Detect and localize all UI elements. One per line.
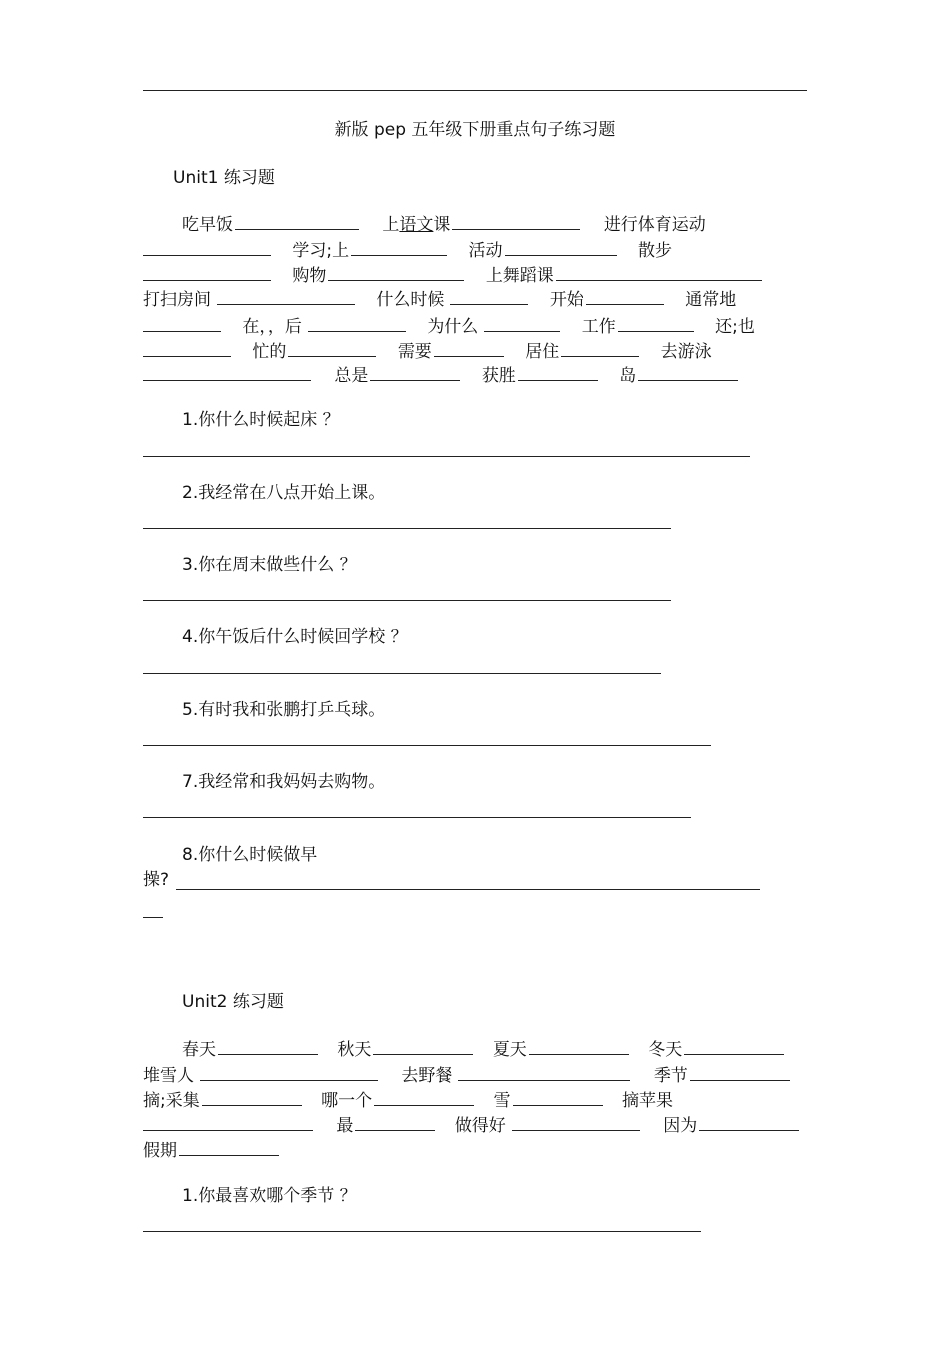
answer-blank[interactable] [374, 1089, 474, 1106]
answer-blank[interactable] [288, 340, 376, 357]
vocab-word: 什么时候 [376, 290, 445, 310]
answer-blank[interactable] [434, 340, 504, 357]
vocab-word: 课 [433, 215, 451, 235]
vocab-word: 上舞蹈课 [485, 266, 554, 286]
vocab-word: 获胜 [481, 366, 516, 386]
answer-blank[interactable] [370, 364, 460, 381]
answer-blank[interactable] [561, 340, 639, 357]
answer-blank[interactable] [179, 1139, 279, 1156]
unit1-vocab-row-6 [143, 340, 712, 362]
unit1-question-3: 3.你在周末做些什么 ？ [182, 555, 357, 575]
vocab-word: 雪 [493, 1091, 511, 1111]
unit1-question-1: 1.你什么时候起床 ？ [182, 410, 340, 430]
vocab-word: 摘苹果 [621, 1091, 673, 1111]
answer-blank[interactable] [699, 1114, 799, 1131]
answer-blank[interactable] [684, 1038, 784, 1055]
answer-line[interactable] [143, 528, 671, 529]
unit1-question-4: 4.你午饭后什么时候回学校 ？ [182, 627, 408, 647]
answer-blank[interactable] [200, 1064, 378, 1081]
vocab-word: 做得好 [454, 1116, 506, 1136]
vocab-word: 需要 [397, 342, 432, 362]
vocab-word: 吃早饭 [182, 215, 233, 235]
answer-blank[interactable] [308, 315, 406, 332]
answer-blank[interactable] [217, 288, 355, 305]
vocab-word: 进行体育运动 [603, 215, 706, 235]
vocab-word: 居住 [525, 342, 560, 362]
document-title: 新版 pep 五年级下册重点句子练习题 [334, 120, 616, 140]
answer-blank[interactable] [143, 239, 271, 256]
unit2-vocab-row-5 [143, 1139, 281, 1161]
unit2-vocab-row-2 [143, 1064, 792, 1086]
answer-line[interactable] [143, 1231, 701, 1232]
vocab-word: 堆雪人 [143, 1066, 194, 1086]
unit1-question-2: 2.我经常在八点开始上课。 [182, 483, 386, 503]
unit2-question-1: 1.你最喜欢哪个季节 ？ [182, 1186, 357, 1206]
answer-blank[interactable] [484, 315, 560, 332]
vocab-word: 哪一个 [321, 1091, 373, 1111]
vocab-word: 上 [382, 215, 400, 235]
unit1-question-7: 7.我经常和我妈妈去购物。 [182, 772, 386, 792]
answer-blank[interactable] [458, 1064, 630, 1081]
answer-blank[interactable] [518, 364, 598, 381]
vocab-word: 最 [336, 1116, 354, 1136]
answer-blank[interactable] [202, 1089, 302, 1106]
unit2-vocab-row-3 [143, 1089, 673, 1111]
unit2-heading: Unit2 练习题 [182, 992, 284, 1012]
vocab-word: 去游泳 [660, 342, 712, 362]
unit1-vocab-row-3 [143, 264, 764, 286]
vocab-word: 为什么 [427, 317, 479, 337]
vocab-word: 开始 [549, 290, 584, 310]
vocab-word: 还;也 [715, 317, 755, 337]
answer-line[interactable] [143, 456, 750, 457]
vocab-word: 活动 [468, 241, 503, 261]
unit1-heading: Unit1 练习题 [173, 168, 275, 188]
answer-blank[interactable] [618, 315, 694, 332]
answer-blank[interactable] [450, 288, 528, 305]
vocab-word: 季节 [653, 1066, 688, 1086]
vocab-word-underlined: 语文 [399, 215, 434, 235]
unit1-question-5: 5.有时我和张鹏打乒乓球。 [182, 700, 386, 720]
unit2-vocab-row-1 [182, 1038, 786, 1060]
answer-blank[interactable] [328, 264, 464, 281]
answer-line-cont[interactable] [143, 917, 163, 918]
answer-blank[interactable] [143, 340, 231, 357]
unit1-vocab-row-4 [143, 288, 736, 310]
vocab-word: 秋天 [337, 1040, 372, 1060]
vocab-word: 通常地 [685, 290, 737, 310]
answer-blank[interactable] [513, 1089, 603, 1106]
answer-blank[interactable] [505, 239, 617, 256]
vocab-word: 假期 [143, 1141, 177, 1161]
unit1-vocab-row-5 [143, 315, 755, 337]
vocab-word: 散步 [637, 241, 672, 261]
unit1-vocab-row-1 [182, 213, 706, 235]
unit1-question-8: 8.你什么时候做早 [182, 845, 318, 865]
answer-blank[interactable] [529, 1038, 629, 1055]
top-rule [143, 90, 807, 91]
vocab-word: 打扫房间 [143, 290, 211, 310]
answer-blank[interactable] [143, 1114, 313, 1131]
answer-blank[interactable] [351, 239, 447, 256]
answer-blank[interactable] [355, 1114, 435, 1131]
answer-line[interactable] [176, 889, 760, 890]
answer-blank[interactable] [512, 1114, 640, 1131]
vocab-word: 因为 [663, 1116, 698, 1136]
vocab-word: 忙的 [252, 342, 287, 362]
answer-blank[interactable] [143, 364, 311, 381]
vocab-word: 购物 [292, 266, 327, 286]
answer-blank[interactable] [586, 288, 664, 305]
vocab-word: 总是 [334, 366, 369, 386]
unit2-vocab-row-4 [143, 1114, 801, 1136]
vocab-word: 摘;采集 [143, 1091, 200, 1111]
answer-line[interactable] [143, 745, 711, 746]
unit1-vocab-row-2 [143, 239, 672, 261]
answer-blank[interactable] [452, 213, 580, 230]
answer-blank[interactable] [373, 1038, 473, 1055]
answer-line[interactable] [143, 600, 671, 601]
answer-blank[interactable] [143, 315, 221, 332]
answer-blank[interactable] [690, 1064, 790, 1081]
vocab-word: 冬天 [648, 1040, 683, 1060]
answer-line[interactable] [143, 817, 691, 818]
unit1-vocab-row-7 [143, 364, 740, 386]
unit1-question-8-cont: 操? [143, 870, 170, 890]
vocab-word: 工作 [581, 317, 616, 337]
answer-line[interactable] [143, 673, 661, 674]
vocab-word: 学习;上 [292, 241, 350, 261]
vocab-word: 在，，后 [242, 317, 302, 337]
answer-blank[interactable] [556, 264, 762, 281]
answer-blank[interactable] [638, 364, 738, 381]
answer-blank[interactable] [235, 213, 359, 230]
vocab-word: 夏天 [492, 1040, 527, 1060]
vocab-word: 去野餐 [401, 1066, 453, 1086]
answer-blank[interactable] [218, 1038, 318, 1055]
answer-blank[interactable] [143, 264, 271, 281]
vocab-word: 春天 [182, 1040, 216, 1060]
vocab-word: 岛 [619, 366, 637, 386]
